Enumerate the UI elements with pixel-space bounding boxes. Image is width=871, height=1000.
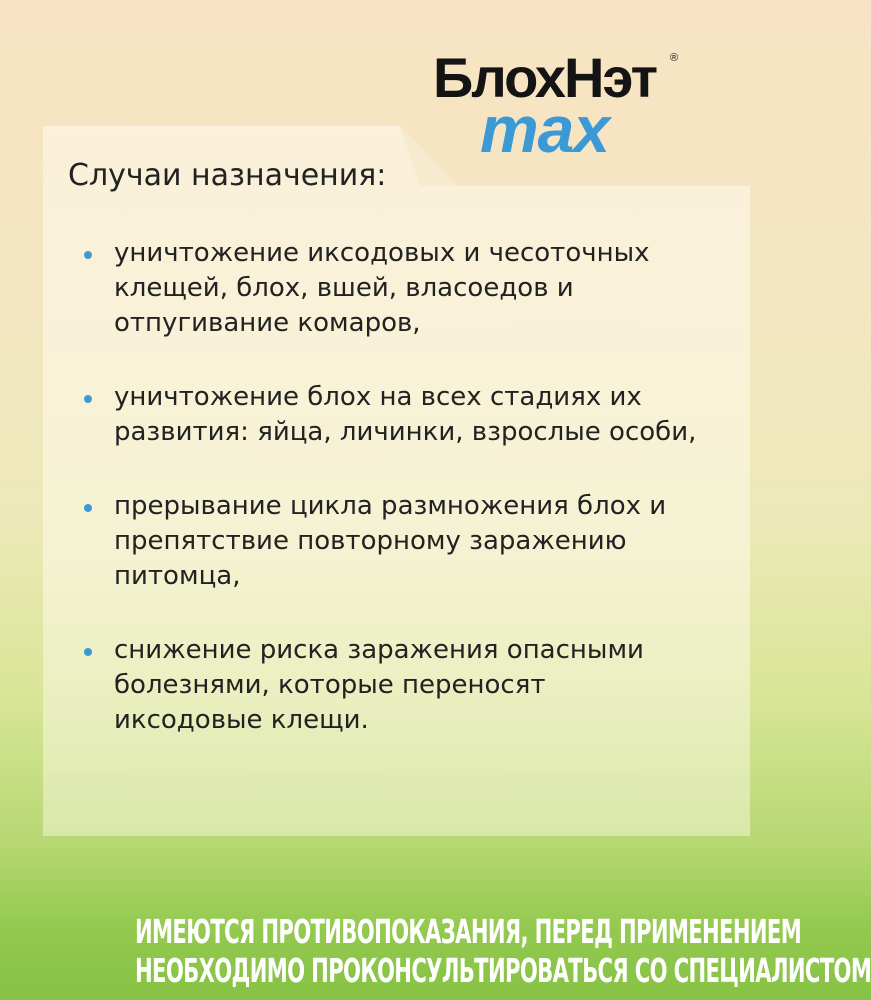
bullet-icon — [84, 504, 92, 512]
warning-line-2: НЕОБХОДИМО ПРОКОНСУЛЬТИРОВАТЬСЯ СО СПЕЦИАЛИСТОМ — [135, 951, 871, 990]
warning-line-1: ИМЕЮТСЯ ПРОТИВОПОКАЗАНИЯ, ПЕРЕД ПРИМЕНЕНИЕМ — [135, 912, 802, 951]
list-item — [80, 236, 700, 341]
list-item-text: уничтожение блох на всех стадиях их развития: яйца, личинки, взрослые особи, — [114, 382, 697, 447]
list-item — [80, 380, 700, 450]
bullet-icon — [84, 395, 92, 403]
warning-footer — [0, 912, 871, 990]
brand-sub: max — [480, 92, 610, 166]
list-item-text: снижение риска заражения опасными болезнями, которые переносят иксодовые клещи. — [114, 635, 644, 735]
brand-logo — [425, 46, 695, 166]
indications-list — [80, 236, 700, 777]
card-title: Случаи назначения: — [68, 158, 387, 193]
list-item-text: прерывание цикла размножения блох и препятствие повторному заражению питомца, — [114, 491, 667, 591]
registered-mark: ® — [670, 52, 679, 64]
list-item — [80, 489, 700, 594]
bullet-icon — [84, 251, 92, 259]
bullet-icon — [84, 648, 92, 656]
list-item — [80, 633, 700, 738]
list-item-text: уничтожение иксодовых и чесоточных клещей, блох, вшей, власоедов и отпугивание комаров, — [114, 238, 650, 338]
brand-name: БлохНэт — [433, 46, 657, 109]
